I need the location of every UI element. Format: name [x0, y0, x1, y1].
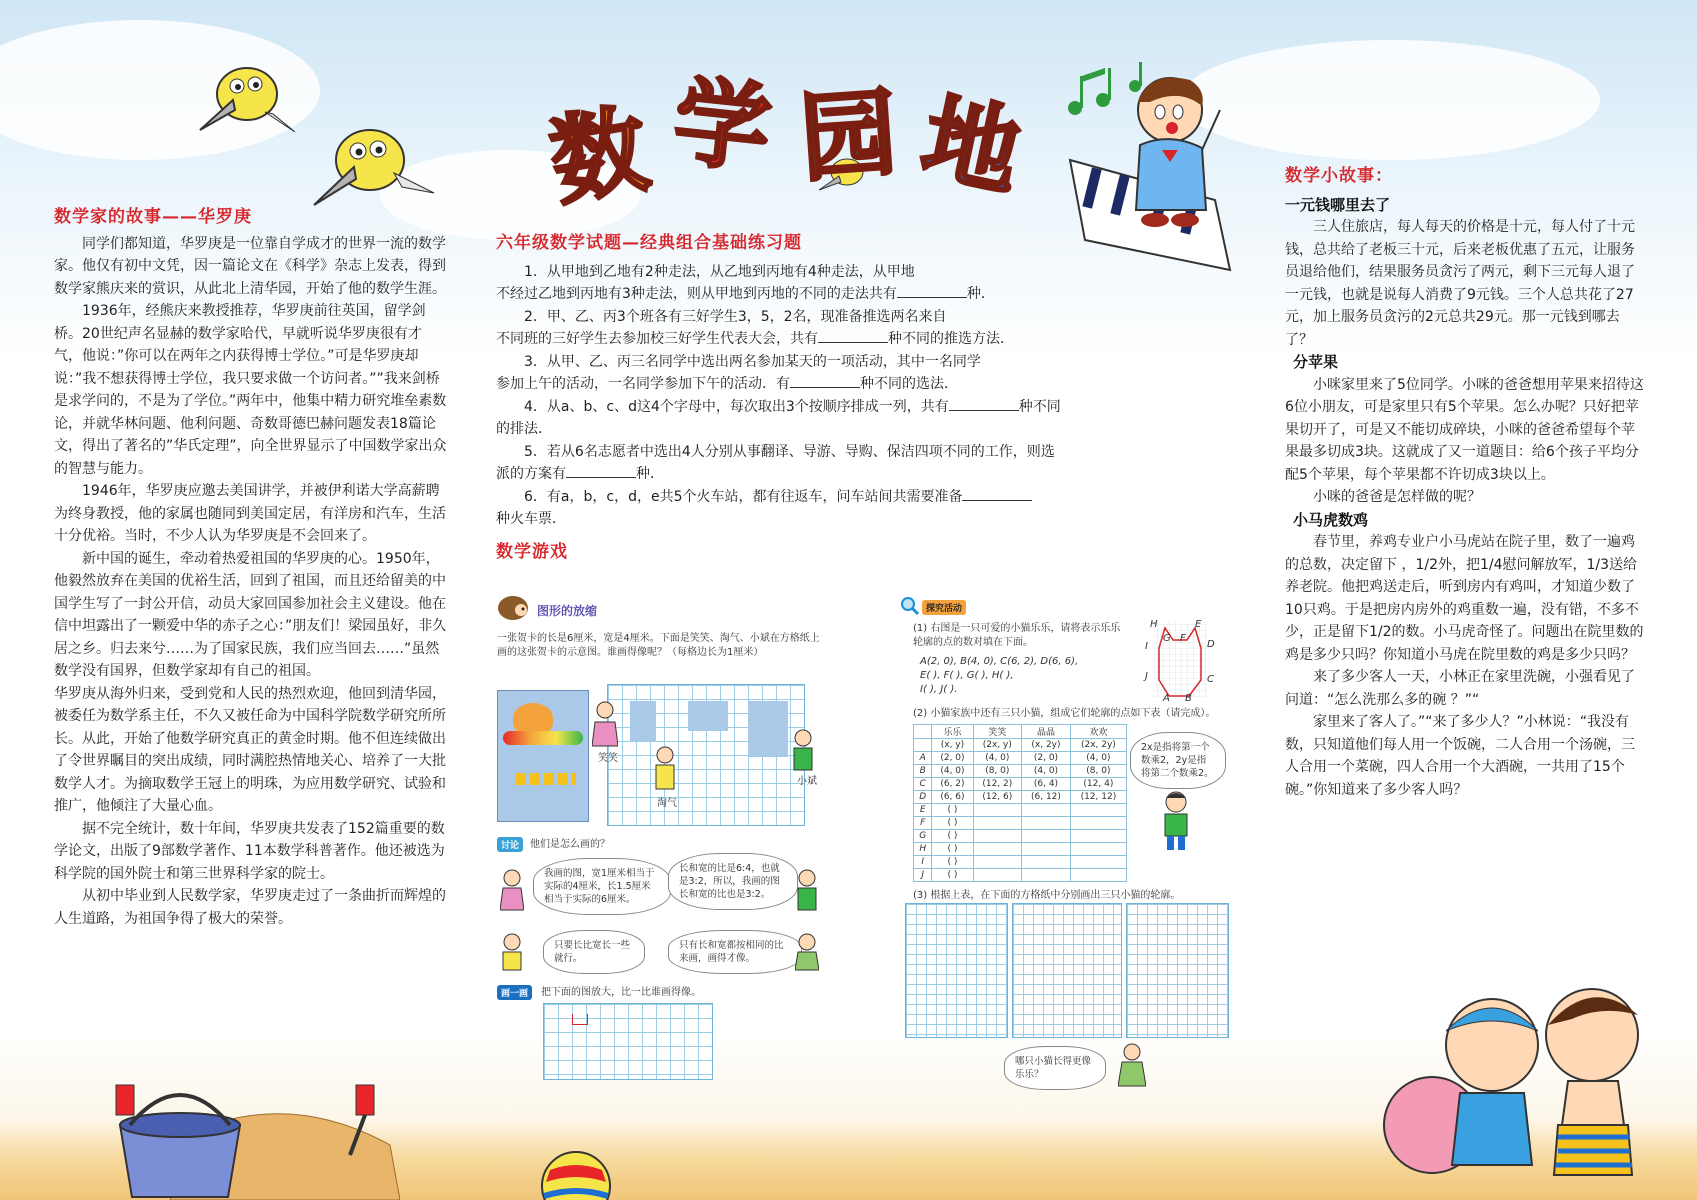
table-cell: C	[914, 778, 932, 791]
cat-point-label: F	[1180, 633, 1186, 644]
table-header	[914, 725, 1127, 739]
table-subheader	[914, 739, 1127, 752]
table-cell: (2x, y)	[973, 739, 1022, 752]
table-cell	[1022, 856, 1071, 869]
table-cell: (4, 0)	[1070, 752, 1126, 765]
points-line: E( ), F( ), G( ), H( ),	[920, 670, 1014, 681]
draw-badge: 画一画	[497, 985, 532, 1000]
discuss-badge: 讨论	[497, 837, 523, 852]
question-text-part: 4．从a、b、c、d这4个字母中，每次取出3个按顺序排成一列，共有	[524, 398, 949, 415]
table-row	[914, 830, 1127, 843]
speech-bubble: 哪只小猫长得更像乐乐？	[1004, 1046, 1106, 1090]
table-cell: G	[914, 830, 932, 843]
question-text	[496, 486, 1176, 509]
table-row	[914, 817, 1127, 830]
question-text-part: 种．	[636, 466, 664, 482]
answer-blank[interactable]	[566, 464, 636, 478]
table-row	[914, 804, 1127, 817]
table-row	[914, 791, 1127, 804]
table-row	[914, 843, 1127, 856]
drawing-grid	[607, 684, 805, 826]
paragraph: 小咪家里来了5位同学。小咪的爸爸想用苹果来招待这6位小朋友，可是家里只有5个苹果。怎么办呢？只好把苹果切开了，可是又不能切成碎块，小咪的爸爸希望每个苹果最多切成3块。这就成了又一道题目：给6个孩子平均分配5个苹果，每个苹果都不许切成3块以上。	[1285, 376, 1644, 483]
name-label-xiaobin: 小斌	[797, 776, 817, 787]
table-cell: D	[914, 791, 932, 804]
table-cell: (12, 12)	[1070, 791, 1126, 804]
question-text: 5．若从6名志愿者中选出4人分别从事翻译、导游、导购、保洁四项不同的工作，则选	[524, 443, 1055, 460]
question-1	[496, 261, 1176, 306]
section-title-stories: 数学小故事：	[1285, 166, 1393, 186]
table-row	[914, 752, 1127, 765]
section-title-exercises: 六年级数学试题—经典组合基础练习题	[496, 233, 802, 253]
table-cell: ( )	[932, 869, 973, 882]
card-drawing	[748, 701, 788, 757]
story-heading: 一元钱哪里去了	[1285, 195, 1391, 214]
table-cell: (8, 0)	[1070, 765, 1126, 778]
table-cell: (6, 12)	[1022, 791, 1071, 804]
table-cell: (6, 6)	[932, 791, 973, 804]
points-line: I( ), J( ).	[920, 684, 958, 695]
boy-character-icon	[790, 728, 816, 774]
story-heading: 分苹果	[1293, 353, 1339, 371]
table-cell: (6, 2)	[932, 778, 973, 791]
banner-title	[540, 40, 1100, 220]
table-cell: J	[914, 869, 932, 882]
explore-q3: (3) 根据上表，在下面的方格纸中分别画出三只小猫的轮廓。	[913, 890, 1181, 901]
table-cell	[1022, 869, 1071, 882]
table-row	[914, 765, 1127, 778]
banner-char: 学	[668, 64, 776, 187]
answer-blank[interactable]	[962, 487, 1032, 501]
answer-blank[interactable]	[790, 374, 860, 388]
table-cell: ( )	[932, 817, 973, 830]
table-cell	[1070, 869, 1126, 882]
hedgehog-icon	[495, 590, 531, 622]
game-intro: 一张贺卡的长是6厘米，宽是4厘米。下面是笑笑、淘气、小斌在方格纸上画的这张贺卡的示意图。谁画得像呢？（每格边长为1厘米）	[497, 633, 820, 658]
paragraph: 同学们都知道，华罗庚是一位靠自学成才的世界一流的数学家。他仅有初中文凭，因一篇论文在《科学》杂志上发表，得到数学家熊庆来的赏识，从此北上清华园，开始了他的数学生涯。	[54, 235, 446, 297]
middle-column	[496, 232, 1176, 563]
cat-point-label: J	[1145, 671, 1148, 682]
speech-bubble: 只有长和宽都按相同的比来画，画得才像。	[668, 930, 802, 974]
question-text	[496, 396, 1176, 419]
name-label-taoqi: 淘气	[657, 798, 677, 809]
girl-character-icon	[795, 932, 819, 972]
question-text-part: 种．	[966, 286, 995, 302]
paragraph: 华罗庚从海外归来，受到党和人民的热烈欢迎，他回到清华园，被委任为数学系主任，不久又被任命为中国科学院数学研究所所长。从此，开始了他数学研究真正的黄金时期。他不但连续做出了令世界瞩目的突出成绩，同时满腔热情地关心、培养了一大批数学人才。为摘取数学王冠上的明珠，为应用数学研究、试验和推广，他倾注了大量心血。	[54, 685, 446, 814]
small-shape	[572, 1014, 588, 1025]
table-cell: ( )	[932, 830, 973, 843]
table-cell	[914, 725, 932, 739]
paragraph: 1946年，华罗庚应邀去美国讲学，并被伊利诺大学高薪聘为终身教授，他的家属也随同到美国定居，有洋房和汽车，生活十分优裕。当时，不少人认为华罗庚是不会回来了。	[54, 483, 446, 544]
card-squares	[516, 773, 576, 785]
name-label-xiaoxiao: 笑笑	[598, 753, 618, 764]
bird-illustration	[310, 115, 440, 215]
boy-character-icon	[795, 868, 819, 912]
paragraph: 从初中毕业到人民数学家，华罗庚走过了一条曲折而辉煌的人生道路，为祖国争得了极大的荣誉。	[54, 888, 446, 927]
greeting-card-sample	[497, 690, 589, 822]
sand-bucket-illustration	[110, 1075, 400, 1200]
table-cell: (4, 0)	[932, 765, 973, 778]
cat-point-label: E	[1195, 619, 1202, 630]
question-4	[496, 396, 1176, 441]
table-cell	[1070, 856, 1126, 869]
table-cell: (6, 4)	[1022, 778, 1071, 791]
speech-bubble: 只要长比宽长一些就行。	[543, 930, 645, 974]
question-text	[496, 373, 1176, 396]
table-cell: (x, y)	[932, 739, 973, 752]
question-text: 3．从甲、乙、丙三名同学中选出两名参加某天的一项活动，其中一名同学	[524, 353, 981, 370]
table-cell: A	[914, 752, 932, 765]
question-text	[496, 283, 1176, 306]
table-cell	[1022, 843, 1071, 856]
table-cell: 笑笑	[973, 725, 1022, 739]
table-cell: ( )	[932, 856, 973, 869]
question-text-part: 种不同的选法．	[860, 376, 958, 392]
beach-kids-illustration	[1372, 975, 1672, 1197]
boy-character-icon	[500, 932, 524, 972]
question-text-part: 6．有a，b，c，d，e共5个火车站，都有往返车，问车站间共需要准备	[524, 488, 963, 505]
table-cell: (2x, 2y)	[1070, 739, 1126, 752]
cat-point-label: H	[1150, 619, 1158, 630]
table-body	[914, 752, 1127, 882]
question-5	[496, 441, 1176, 486]
table-cell	[1022, 817, 1071, 830]
table-cell: (8, 0)	[973, 765, 1022, 778]
paragraph: 三人住旅店，每人每天的价格是十元，每人付了十元钱，总共给了老板三十元，后来老板优惠了五元，让服务员退给他们，结果服务员贪污了两元，剩下三元每人退了一元钱，也就是说每人消费了9元钱。三个人总共花了27元，加上服务员贪污的2元总共29元。那一元钱到哪去了？	[1285, 219, 1635, 348]
question-text: 的排法．	[496, 421, 552, 437]
table-cell: H	[914, 843, 932, 856]
question-6	[496, 486, 1176, 531]
table-cell: ( )	[932, 843, 973, 856]
explore-q1: (1) 右图是一只可爱的小猫乐乐，请将表示乐乐轮廓的点的数对填在下面。	[913, 623, 1121, 648]
card-sun-illustration	[513, 703, 553, 733]
table-cell	[973, 856, 1022, 869]
table-cell	[1022, 830, 1071, 843]
cat-point-label: I	[1145, 641, 1148, 652]
answer-blank[interactable]	[818, 329, 888, 343]
conductor-boy-illustration	[1110, 70, 1230, 240]
question-3	[496, 351, 1176, 396]
paragraph: 家里来了客人了。”“来了多少人？”小林说：“我没有数，只知道他们每人用一个饭碗，二人合用一个汤碗，三人合用一个菜碗，四人合用一个大酒碗，一共用了15个碗。”你知道来了多少客人吗？	[1285, 714, 1635, 798]
paragraph: 小咪的爸爸是怎样做的呢？	[1313, 489, 1481, 505]
question-text-part: 派的方案有	[496, 466, 566, 482]
cat-point-label: B	[1185, 693, 1192, 704]
cat-point-label: A	[1163, 693, 1170, 704]
story-heading: 小马虎数鸡	[1293, 510, 1369, 529]
table-cell	[973, 869, 1022, 882]
table-cell: (4, 0)	[973, 752, 1022, 765]
table-cell	[973, 804, 1022, 817]
paragraph: 来了多少客人一天，小林正在家里洗碗，小强看见了问道：“怎么洗那么多的碗 ？”“	[1285, 669, 1635, 708]
discuss-question: 他们是怎么画的？	[530, 839, 610, 850]
question-text-part: 种不同的推选方法．	[888, 331, 1014, 347]
explore-q2: (2) 小猫家族中还有三只小猫，组成它们轮廓的点如下表（请完成）。	[913, 708, 1216, 719]
cat-drawing-grid	[1012, 903, 1122, 1038]
table-cell	[973, 817, 1022, 830]
coordinate-table	[913, 724, 1127, 882]
table-cell: F	[914, 817, 932, 830]
table-cell: I	[914, 856, 932, 869]
magnifier-icon	[900, 596, 920, 616]
right-column	[1285, 165, 1647, 801]
card-drawing	[688, 701, 728, 731]
question-text-part: 参加上午的活动，一名同学参加下午的活动．有	[496, 376, 790, 392]
table-cell	[973, 843, 1022, 856]
table-cell: (x, 2y)	[1022, 739, 1071, 752]
cat-drawing-grid	[905, 903, 1008, 1038]
explore-badge: 探究活动	[922, 600, 966, 615]
paragraph: 春节里，养鸡专业户小马虎站在院子里，数了一遍鸡的总数，决定留下 ，1/2外，把1/4慰问解放军，1/3送给养老院。他把鸡送走后，听到房内有鸡叫，才知道少数了10只鸡。于是把房内房外的鸡重数一遍，没有错，不多不少，正是留下1/2的数。小马虎奇怪了。问题出在院里数的鸡是多少只吗？你知道小马虎在院里数的鸡是多少只吗？	[1285, 534, 1644, 663]
table-cell: E	[914, 804, 932, 817]
table-row	[914, 856, 1127, 869]
question-text	[496, 328, 1176, 351]
enlarge-drawing-grid	[543, 1003, 713, 1080]
question-text-part: 不同班的三好学生去参加校三好学生代表大会，共有	[496, 331, 818, 347]
table-cell	[973, 830, 1022, 843]
section-title-math-game: 数学游戏	[496, 541, 568, 562]
points-line: A(2, 0), B(4, 0), C(6, 2), D(6, 6),	[920, 656, 1079, 667]
table-cell	[1070, 830, 1126, 843]
answer-blank[interactable]	[897, 284, 967, 298]
question-text-part: 不经过乙地到丙地有3种走法，则从甲地到丙地的不同的走法共有	[496, 286, 897, 302]
table-cell: 欢欢	[1070, 725, 1126, 739]
table-cell	[1070, 804, 1126, 817]
table-cell: 晶晶	[1022, 725, 1071, 739]
cat-drawing-grid	[1126, 903, 1229, 1038]
table-cell: (2, 0)	[932, 752, 973, 765]
table-cell	[914, 739, 932, 752]
table-row	[914, 778, 1127, 791]
bird-illustration	[195, 52, 305, 142]
explore-points	[920, 655, 1078, 697]
cloud	[1180, 40, 1600, 160]
cat-point-label: C	[1207, 674, 1214, 685]
banner-char: 数	[542, 91, 657, 220]
question-text: 1．从甲地到乙地有2种走法，从乙地到丙地有4种走法，从甲地	[524, 263, 915, 280]
table-row	[914, 869, 1127, 882]
boy-character-icon	[652, 745, 678, 795]
draw-question: 把下面的图放大，比一比谁画得像。	[541, 987, 701, 998]
paragraph: 据不完全统计，数十年间，华罗庚共发表了152篇重要的数学论文，出版了9部数学著作、11本数学科普著作。他还被选为科学院的国外院士和第三世界科学家的院士。	[54, 820, 445, 882]
table-cell: ( )	[932, 804, 973, 817]
table-cell: B	[914, 765, 932, 778]
question-text: 种火车票．	[496, 511, 566, 527]
speech-bubble: 我画的图，宽1厘米相当于实际的4厘米，长1.5厘米相当于实际的6厘米。	[533, 858, 671, 915]
speech-bubble: 长和宽的比是6:4，也就是3:2，所以，我画的图长和宽的比也是3:2。	[668, 853, 798, 910]
table-cell: (4, 0)	[1022, 765, 1071, 778]
question-2	[496, 306, 1176, 351]
table-cell: 乐乐	[932, 725, 973, 739]
question-text	[496, 463, 1176, 486]
banner-char: 地	[912, 80, 1031, 211]
banner-char: 园	[796, 75, 901, 196]
table-cell: (12, 4)	[1070, 778, 1126, 791]
section-title-hua-luogeng: 数学家的故事——华罗庚	[54, 207, 252, 227]
beach-ball-illustration	[540, 1150, 612, 1200]
paragraph: 1936年，经熊庆来教授推荐，华罗庚前往英国，留学剑桥。20世纪声名显赫的数学家哈代，早就听说华罗庚很有才气，他说：”你可以在两年之内获得博士学位。”可是华罗庚却说：”我不想获得博士学位，我只要求做一个访问者。””我来剑桥是求学问的，不是为了学位。”两年中，他集中精力研究堆垒素数论，并就华林问题、他利问题、奇数哥德巴赫问题发表18篇论文，得出了著名的”华氏定理”，向全世界显示了中国数学家出众的智慧与能力。	[54, 303, 447, 477]
girl-character-icon	[592, 700, 618, 750]
answer-blank[interactable]	[949, 397, 1019, 411]
cat-point-label: D	[1207, 639, 1215, 650]
girl-character-icon	[500, 868, 524, 912]
cat-point-label: G	[1163, 633, 1171, 644]
girl-character-icon	[1118, 1042, 1146, 1088]
table-cell	[1070, 843, 1126, 856]
table-cell	[1070, 817, 1126, 830]
speech-bubble: 2x是指将第一个数乘2，2y是指将第二个数乘2。	[1130, 732, 1226, 789]
left-column	[54, 206, 448, 930]
card-rainbow-illustration	[503, 731, 583, 745]
game-heading: 图形的放缩	[537, 604, 598, 618]
table-cell: (12, 6)	[973, 791, 1022, 804]
table-cell: (2, 0)	[1022, 752, 1071, 765]
paragraph: 新中国的诞生，牵动着热爱祖国的华罗庚的心。1950年，他毅然放弃在美国的优裕生活，回到了祖国，而且还给留美的中国学生写了一封公开信，动员大家回国参加社会主义建设。他在信中坦露出了一颗爱中华的赤子之心：”朋友们！梁园虽好，非久居之乡。归去来兮……为了国家民族，我们应当回去……”虽然数学没有国界，但数学家却有自己的祖国。	[54, 550, 447, 679]
question-text-part: 种不同	[1018, 398, 1061, 415]
table-cell	[1022, 804, 1071, 817]
card-drawing	[630, 701, 656, 741]
question-text: 2．甲、乙、丙3个班各有三好学生3，5，2名，现准备推选两名来自	[524, 308, 947, 325]
boy-character-icon	[1160, 790, 1192, 852]
table-cell: (12, 2)	[973, 778, 1022, 791]
